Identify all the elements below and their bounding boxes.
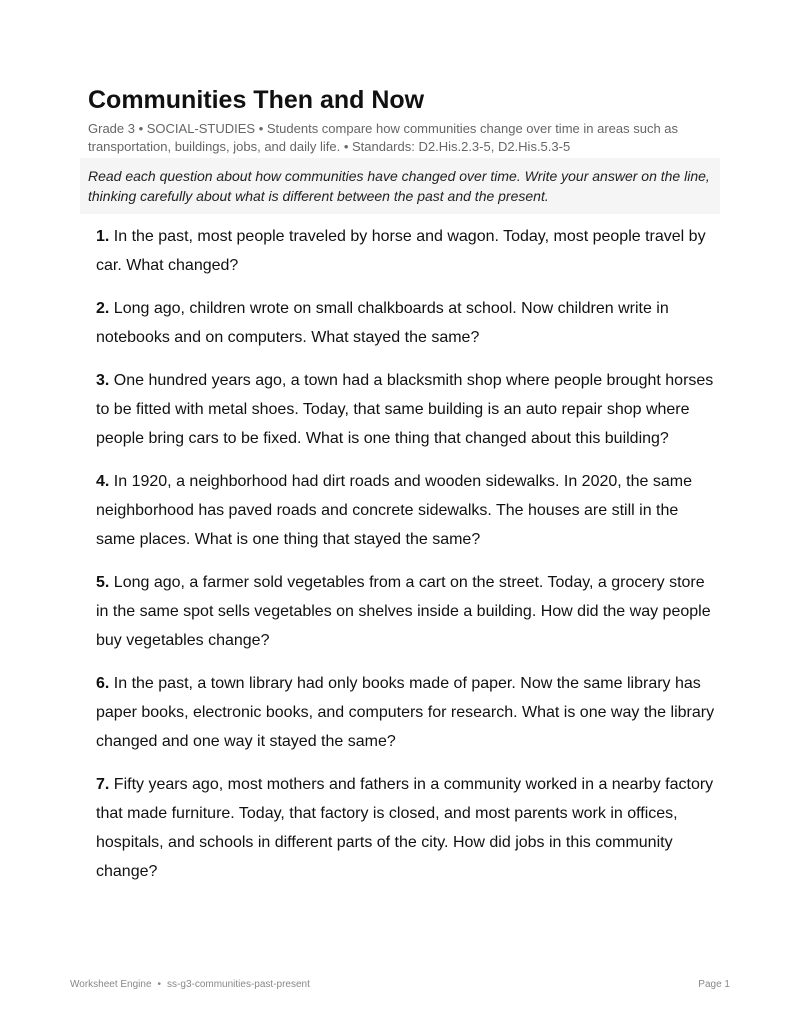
question-text: Long ago, children wrote on small chalkboards at school. Now children write in notebooks and on computers. What stayed the same? bbox=[96, 300, 669, 346]
question-item bbox=[96, 294, 720, 352]
question-text: Long ago, a farmer sold vegetables from a cart on the street. Today, a grocery store in the same spot sells vegetables on shelves inside a building. How did the way people buy vegetables change? bbox=[96, 574, 711, 649]
question-list bbox=[96, 222, 720, 900]
question-number: 7. bbox=[96, 776, 110, 793]
question-number: 2. bbox=[96, 300, 110, 317]
page-title: Communities Then and Now bbox=[88, 86, 425, 114]
question-item bbox=[96, 467, 720, 554]
question-number: 5. bbox=[96, 574, 110, 591]
footer-separator: • bbox=[157, 979, 162, 990]
instructions-box: Read each question about how communities have changed over time. Write your answer on the line, thinking carefully about what is different between the past and the present. bbox=[80, 158, 720, 214]
question-item bbox=[96, 568, 720, 655]
question-number: 1. bbox=[96, 228, 110, 245]
question-item bbox=[96, 770, 720, 886]
footer-left bbox=[70, 979, 310, 990]
worksheet-meta: Grade 3 • SOCIAL-STUDIES • Students compare how communities change over time in areas such as transportation, buildings, jobs, and daily life. • Standards: D2.His.2.3-5, D2.His.5.3-5 bbox=[88, 121, 679, 154]
question-text: In 1920, a neighborhood had dirt roads and wooden sidewalks. In 2020, the same neighborhood has paved roads and concrete sidewalks. The houses are still in the same places. What is one thing that stayed the same? bbox=[96, 473, 692, 548]
question-text: In the past, most people traveled by horse and wagon. Today, most people travel by car. What changed? bbox=[96, 228, 706, 274]
question-text: Fifty years ago, most mothers and fathers in a community worked in a nearby factory that made furniture. Today, that factory is closed, and most parents work in offices, hospitals, and schools in different parts of the city. How did jobs in this community change? bbox=[96, 776, 714, 880]
question-item bbox=[96, 669, 720, 756]
question-item bbox=[96, 366, 720, 453]
question-number: 4. bbox=[96, 473, 110, 490]
question-text: One hundred years ago, a town had a blacksmith shop where people brought horses to be fitted with metal shoes. Today, that same building is an auto repair shop where people bring cars to be fixed. What is one thing that changed about this building? bbox=[96, 372, 714, 447]
footer-engine: Worksheet Engine bbox=[70, 979, 152, 990]
footer-worksheet-id: ss-g3-communities-past-present bbox=[167, 979, 310, 990]
question-number: 3. bbox=[96, 372, 110, 389]
question-item bbox=[96, 222, 720, 280]
question-text: In the past, a town library had only books made of paper. Now the same library has paper books, electronic books, and computers for research. What is one way the library changed and one way it stayed the same? bbox=[96, 675, 715, 750]
question-number: 6. bbox=[96, 675, 110, 692]
footer-page-number: Page 1 bbox=[698, 979, 730, 990]
